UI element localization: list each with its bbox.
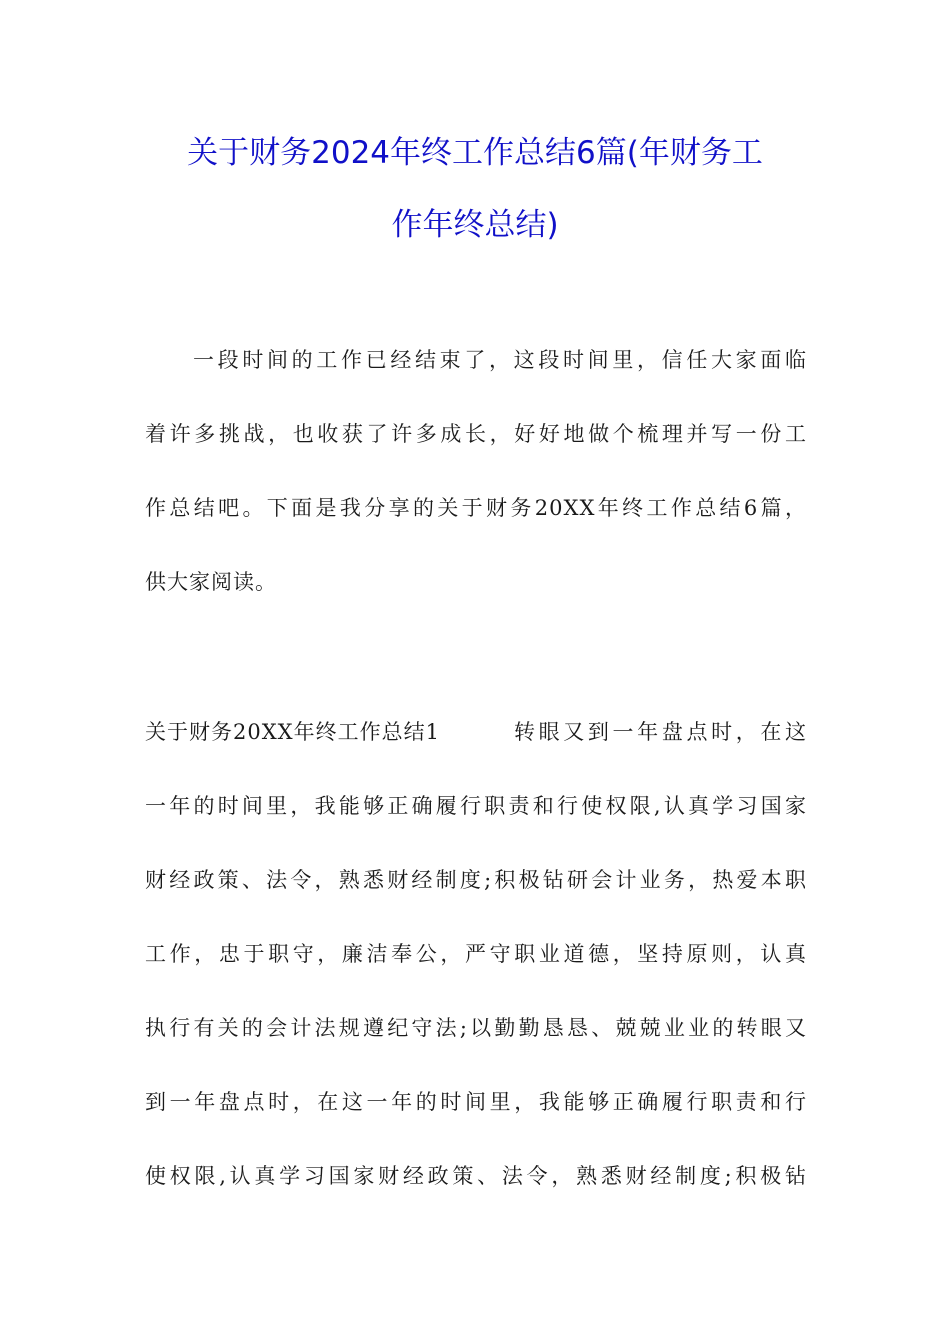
section-paragraph-line: 使权限,认真学习国家财经政策、法令，熟悉财经制度;积极钻 xyxy=(145,1164,807,1188)
section-paragraph-line: 财经政策、法令，熟悉财经制度;积极钻研会计业务，热爱本职 xyxy=(145,868,807,892)
intro-paragraph-line: 着许多挑战，也收获了许多成长，好好地做个梳理并写一份工 xyxy=(145,422,807,446)
document-title-line-2: 作年终总结) xyxy=(391,207,559,243)
document-title-line-1: 关于财务2024年终工作总结6篇(年财务工 xyxy=(187,135,763,171)
section-paragraph-line: 执行有关的会计法规遵纪守法;以勤勤恳恳、兢兢业业的转眼又 xyxy=(145,1016,807,1040)
intro-paragraph-line: 供大家阅读。 xyxy=(145,570,277,594)
section-paragraph-line: 转眼又到一年盘点时，在这 xyxy=(514,720,807,744)
section-paragraph-line: 一年的时间里，我能够正确履行职责和行使权限,认真学习国家 xyxy=(145,794,807,818)
intro-paragraph-line: 作总结吧。下面是我分享的关于财务20XX年终工作总结6篇， xyxy=(145,496,807,520)
intro-paragraph-line: 一段时间的工作已经结束了，这段时间里，信任大家面临 xyxy=(193,348,807,372)
section-paragraph-line: 到一年盘点时，在这一年的时间里，我能够正确履行职责和行 xyxy=(145,1090,807,1114)
section-paragraph-line: 工作，忠于职守，廉洁奉公，严守职业道德，坚持原则，认真 xyxy=(145,942,807,966)
section-heading: 关于财务20XX年终工作总结1 xyxy=(145,720,440,744)
